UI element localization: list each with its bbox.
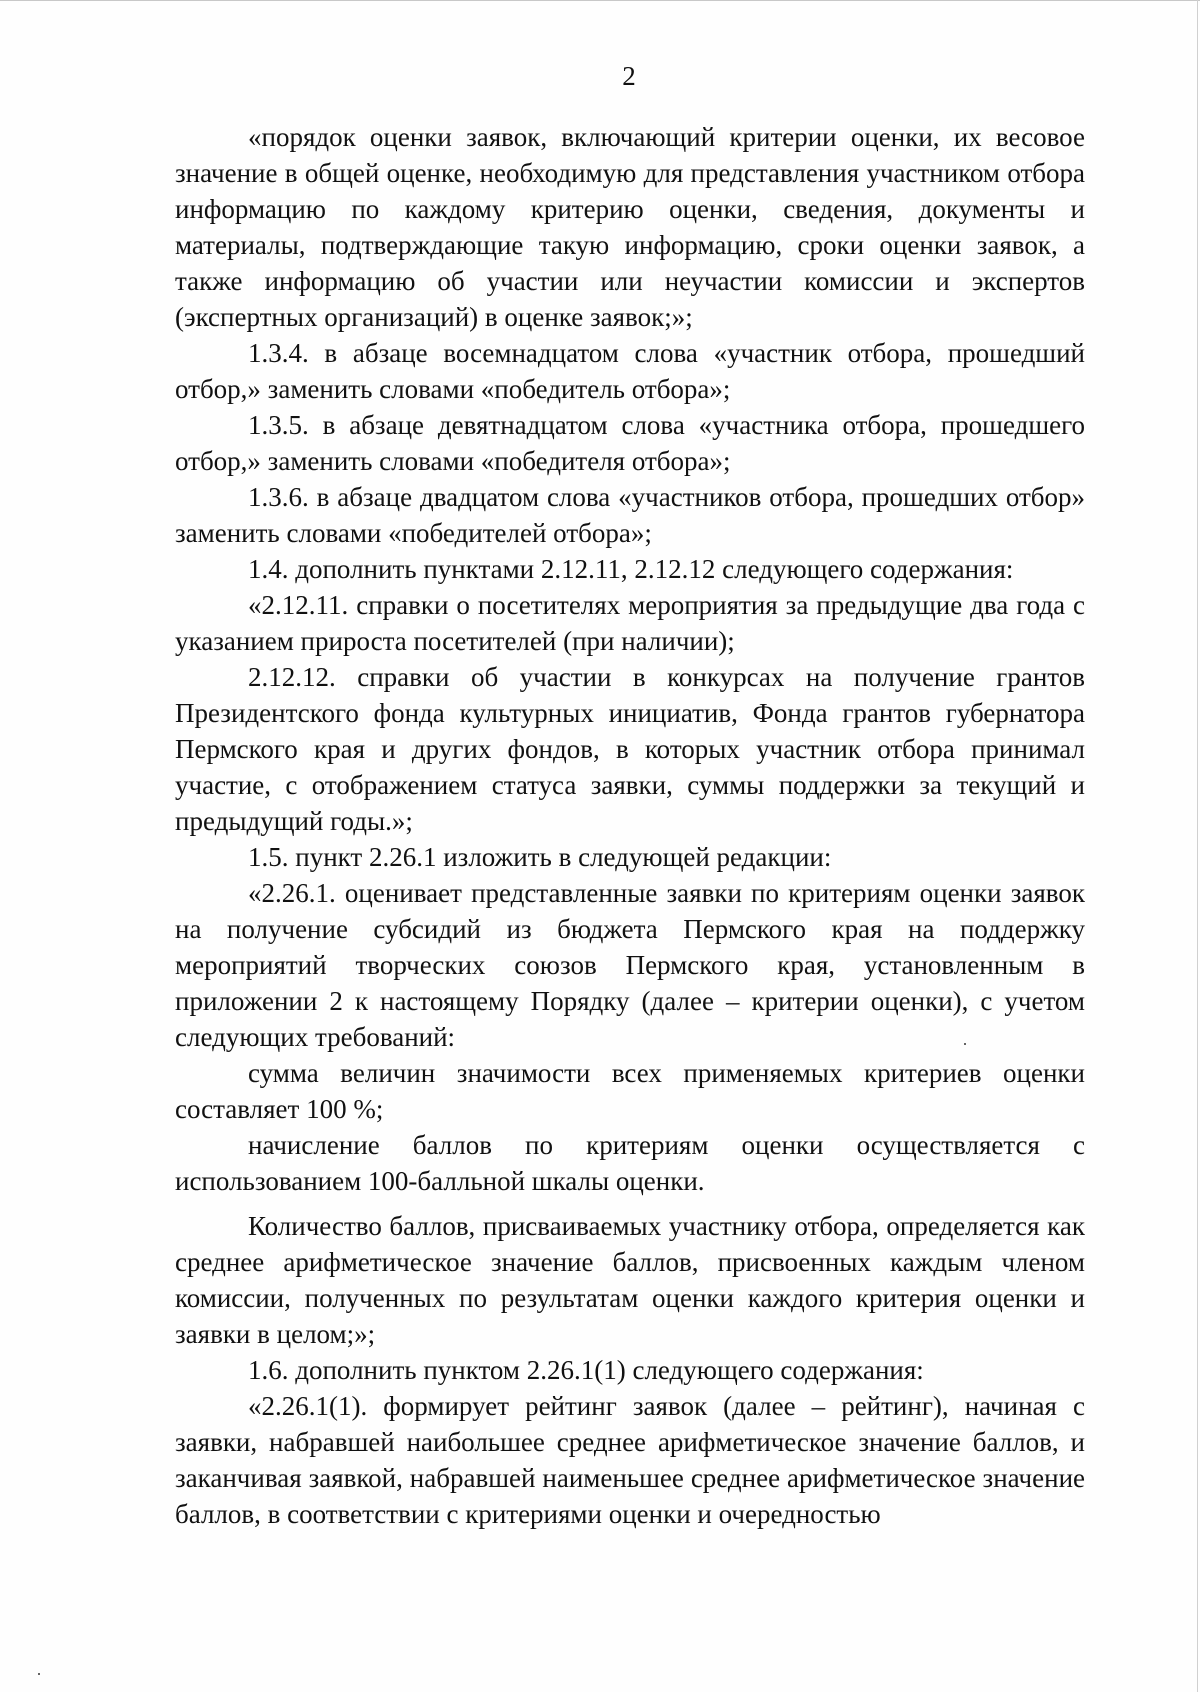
paragraph-1-4: 1.4. дополнить пунктами 2.12.11, 2.12.12 следующего содержания: [248, 554, 1014, 584]
paragraph-gap [175, 1199, 1085, 1208]
paragraph-2-26-1: «2.26.1. оценивает представленные заявки по критериям оценки заявок на получение субсидий из бюджета Пермского края на поддержку мероприятий творческих союзов Пермского края, установленным в приложении 2 к настоящему Порядку (далее – критерии оценки), с учетом следующих требований: [175, 878, 1085, 1052]
paragraph-scoring-scale: начисление баллов по критериям оценки осуществляется с использованием 100-балльной шкалы оценки. [175, 1130, 1085, 1196]
paragraph-1-3-4: 1.3.4. в абзаце восемнадцатом слова «участник отбора, прошедший отбор,» заменить словами «победитель отбора»; [175, 338, 1085, 404]
paragraph-2-12-11: «2.12.11. справки о посетителях мероприятия за предыдущие два года с указанием прироста посетителей (при наличии); [175, 590, 1085, 656]
document-body [175, 119, 1085, 1532]
paragraph-2-26-1-1: «2.26.1(1). формирует рейтинг заявок (далее – рейтинг), начиная с заявки, набравшей наибольшее среднее арифметическое значение баллов, и заканчивая заявкой, набравшей наименьшее среднее арифметическое значение баллов, в соответствии с критериями оценки и очередностью [175, 1391, 1085, 1529]
scan-edge-top [0, 0, 1200, 1]
scan-speck [38, 1673, 40, 1675]
paragraph-1-3-5: 1.3.5. в абзаце девятнадцатом слова «участника отбора, прошедшего отбор,» заменить словами «победителя отбора»; [175, 410, 1085, 476]
scan-speck [964, 1043, 966, 1045]
paragraph-score-calculation: Количество баллов, присваиваемых участнику отбора, определяется как среднее арифметическое значение баллов, присвоенных каждым членом комиссии, полученных по результатам оценки каждого критерия оценки и заявки в целом;»; [175, 1211, 1085, 1349]
paragraph-procedure-evaluation: «порядок оценки заявок, включающий критерии оценки, их весовое значение в общей оценке, необходимую для представления участником отбора информацию по каждому критерию оценки, сведения, документы и материалы, подтверждающие такую информацию, сроки оценки заявок, а также информацию об участии или неучастии комиссии и экспертов (экспертных организаций) в оценке заявок;»; [175, 122, 1085, 332]
page-number: 2 [622, 61, 636, 91]
paragraph-sum-of-weights: сумма величин значимости всех применяемых критериев оценки составляет 100 %; [175, 1058, 1085, 1124]
paragraph-1-3-6: 1.3.6. в абзаце двадцатом слова «участников отбора, прошедших отбор» заменить словами «победителей отбора»; [175, 482, 1085, 548]
paragraph-2-12-12: 2.12.12. справки об участии в конкурсах на получение грантов Президентского фонда культурных инициатив, Фонда грантов губернатора Пермского края и других фондов, в которых участник отбора принимал участие, с отображением статуса заявки, суммы поддержки за текущий и предыдущий годы.»; [175, 662, 1085, 836]
paragraph-1-6: 1.6. дополнить пунктом 2.26.1(1) следующего содержания: [248, 1355, 924, 1385]
scan-edge-right [1197, 0, 1198, 1692]
paragraph-1-5: 1.5. пункт 2.26.1 изложить в следующей редакции: [248, 842, 832, 872]
